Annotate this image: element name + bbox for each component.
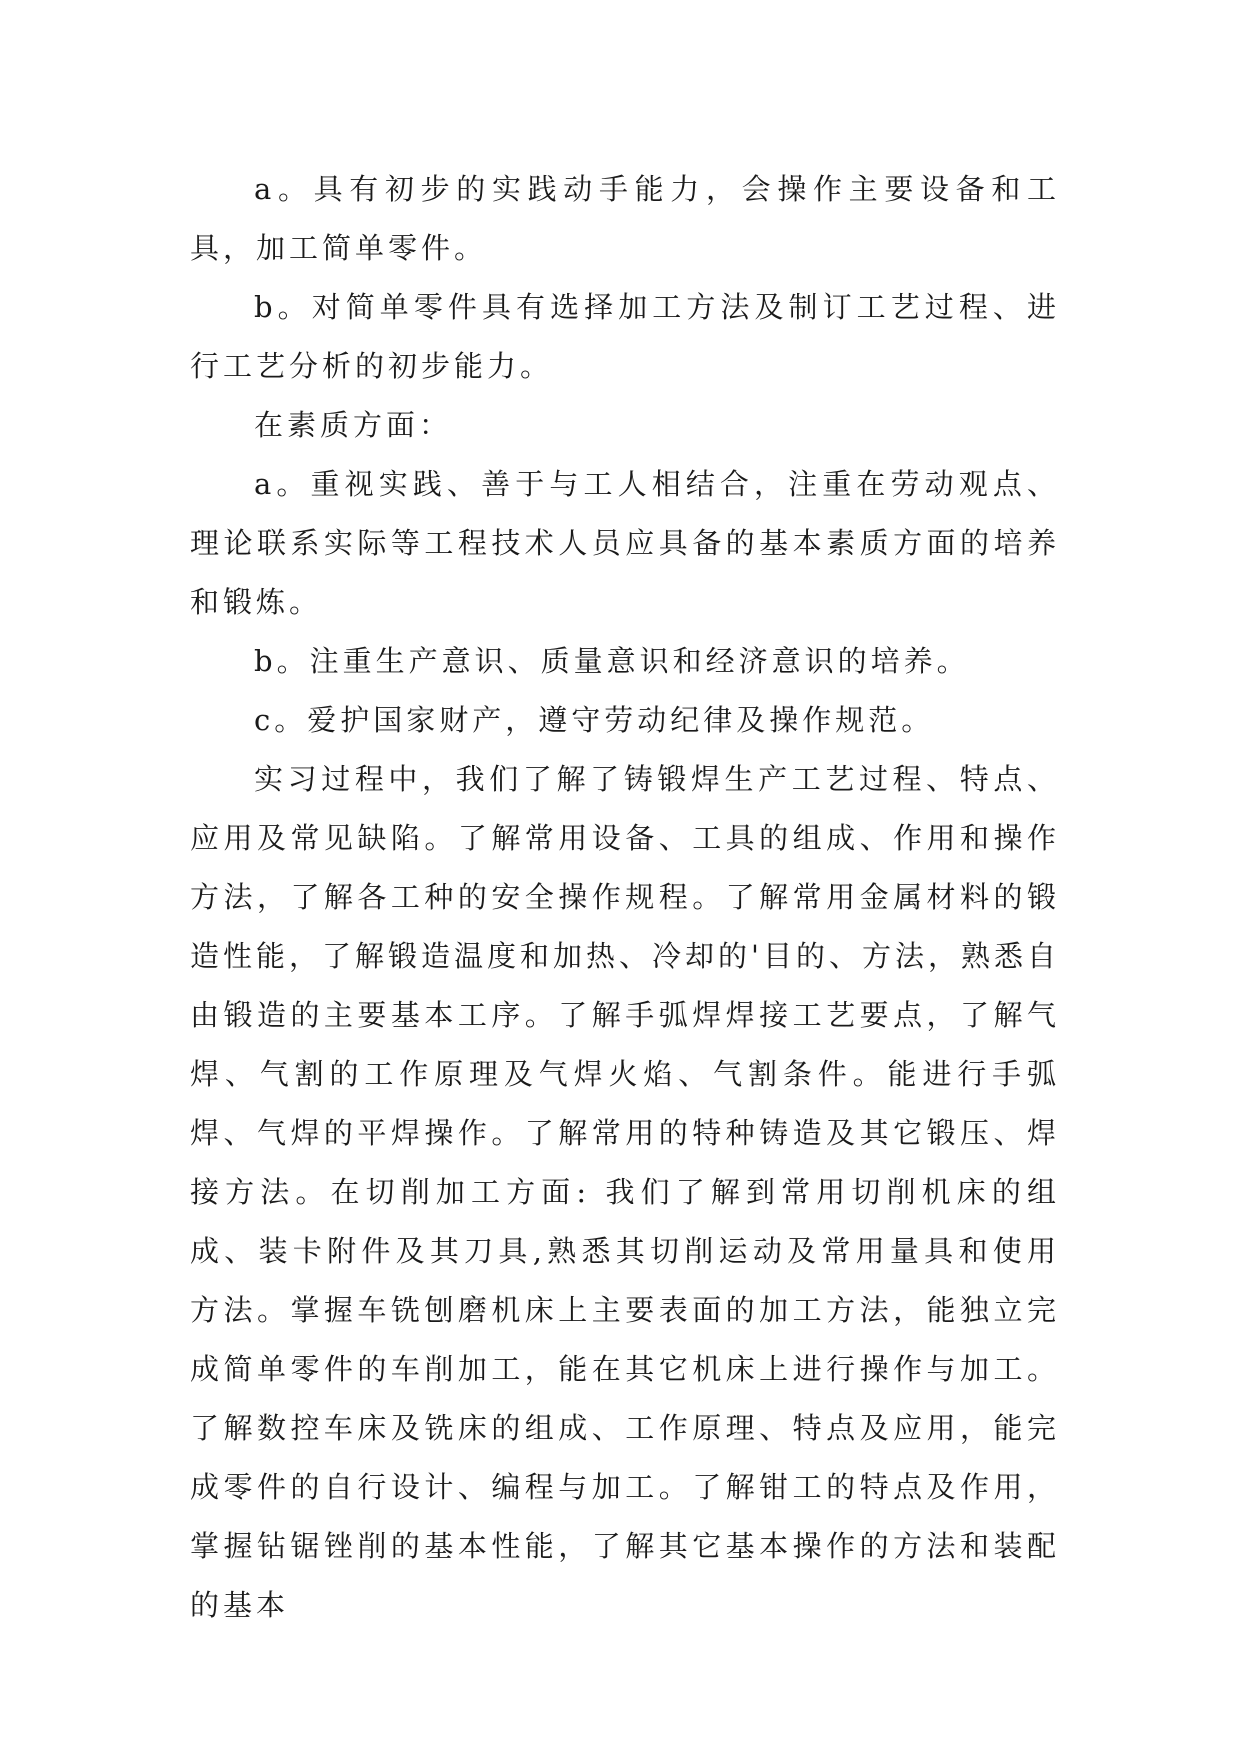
paragraph-quality-heading: 在素质方面：: [254, 408, 453, 442]
document-body: [190, 160, 1060, 1635]
paragraph-internship-process: 实习过程中，我们了解了铸锻焊生产工艺过程、特点、应用及常见缺陷。了解常用设备、工具的组成、作用和操作方法，了解各工种的安全操作规程。了解常用金属材料的锻造性能，了解锻造温度和加热、冷却的'目的、方法，熟悉自由锻造的主要基本工序。了解手弧焊焊接工艺要点，了解气焊、气割的工作原理及气焊火焰、气割条件。能进行手弧焊、气焊的平焊操作。了解常用的特种铸造及其它锻压、焊接方法。在切削加工方面: 我们了解到常用切削机床的组成、装卡附件及其刀具,熟悉其切削运动及常用量具和使用方法。掌握车铣刨磨机床上主要表面的加工方法，能独立完成简单零件的车削加工，能在其它机床上进行操作与加工。了解数控车床及铣床的组成、工作原理、特点及应用，能完成零件的自行设计、编程与加工。了解钳工的特点及作用，掌握钻锯锉削的基本性能，了解其它基本操作的方法和装配的基本: [190, 762, 1060, 1622]
paragraph-quality-b: b。注重生产意识、质量意识和经济意识的培养。: [254, 644, 970, 678]
paragraph-quality-a: a。重视实践、善于与工人相结合，注重在劳动观点、理论联系实际等工程技术人员应具备的基本素质方面的培养和锻炼。: [190, 467, 1060, 619]
paragraph-quality-c: c。爱护国家财产，遵守劳动纪律及操作规范。: [254, 703, 935, 737]
paragraph-skill-b: b。对简单零件具有选择加工方法及制订工艺过程、进行工艺分析的初步能力。: [190, 290, 1060, 383]
paragraph-skill-a: a。具有初步的实践动手能力，会操作主要设备和工具，加工简单零件。: [190, 172, 1060, 265]
